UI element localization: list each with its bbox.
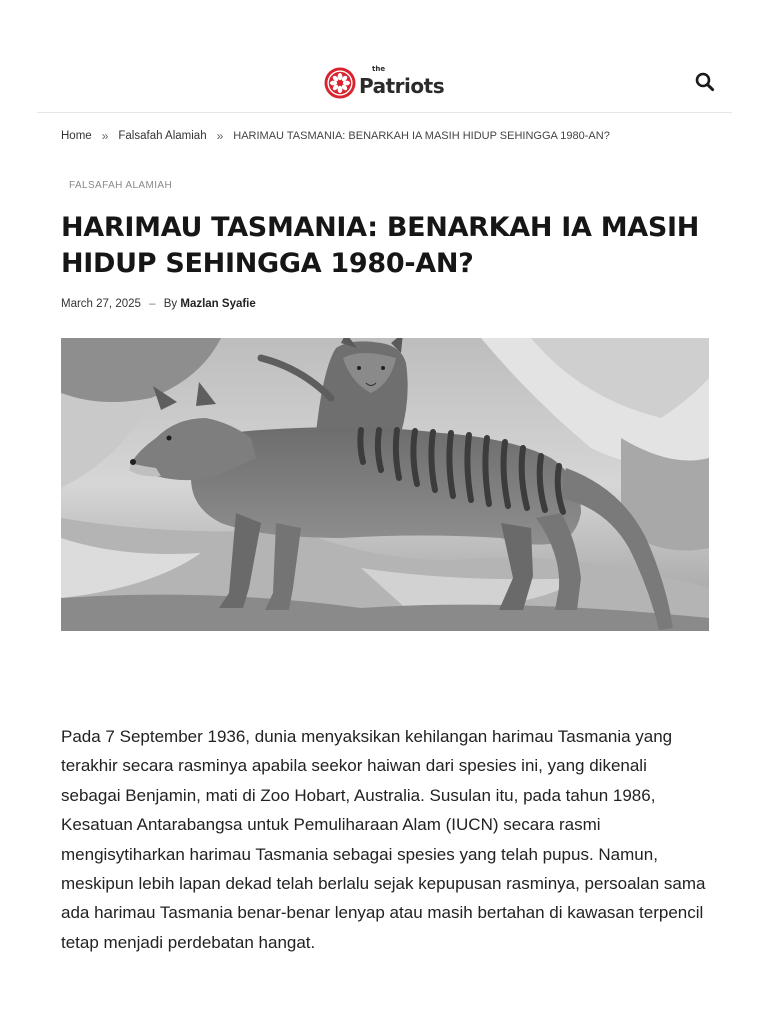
post-meta <box>61 298 256 310</box>
logo-small-text: the <box>372 65 386 73</box>
article-paragraph: Pada 7 September 1936, dunia menyaksikan kehilangan harimau Tasmania yang terakhir secara rasminya apabila seekor haiwan dari spesies ini, yang dikenali sebagai Benjamin, mati di Zoo Hobart, Australia. Susulan itu, pada tahun 1986, Kesatuan Antarabangsa untuk Pemuliharaan Alam (IUCN) secara rasmi mengisytiharkan harimau Tasmania sebagai spesies yang telah pupus. Namun, meskipun lebih lapan dekad telah berlalu sejak kepupusan rasminya, persoalan sama ada harimau Tasmania benar-benar lenyap atau masih bertahan di kawasan terpencil tetap menjadi perdebatan hangat. <box>61 727 706 952</box>
by-label: By <box>163 298 178 310</box>
search-icon[interactable] <box>694 71 716 93</box>
logo-main-text: Patriots <box>359 74 445 98</box>
page-title: HARIMAU TASMANIA: BENARKAH IA MASIH HIDUP SEHINGGA 1980-AN? <box>61 212 700 279</box>
breadcrumb-category-link[interactable]: Falsafah Alamiah <box>118 130 207 142</box>
breadcrumb-separator: » <box>216 129 224 143</box>
thylacine-photo <box>61 338 709 631</box>
post-category-link[interactable]: FALSAFAH ALAMIAH <box>69 180 173 191</box>
breadcrumb <box>61 129 610 143</box>
meta-separator: – <box>149 298 156 310</box>
site-header <box>37 54 732 113</box>
logo-wordmark <box>359 65 445 98</box>
breadcrumb-home-link[interactable]: Home <box>61 130 92 142</box>
site-logo[interactable] <box>324 66 444 100</box>
breadcrumb-current: HARIMAU TASMANIA: BENARKAH IA MASIH HIDUP SEHINGGA 1980-AN? <box>233 130 610 142</box>
author-link[interactable]: Mazlan Syafie <box>180 298 256 310</box>
post-date: March 27, 2025 <box>61 298 141 310</box>
featured-image <box>61 338 709 631</box>
breadcrumb-separator: » <box>101 129 109 143</box>
patriots-logo-icon <box>324 67 356 99</box>
